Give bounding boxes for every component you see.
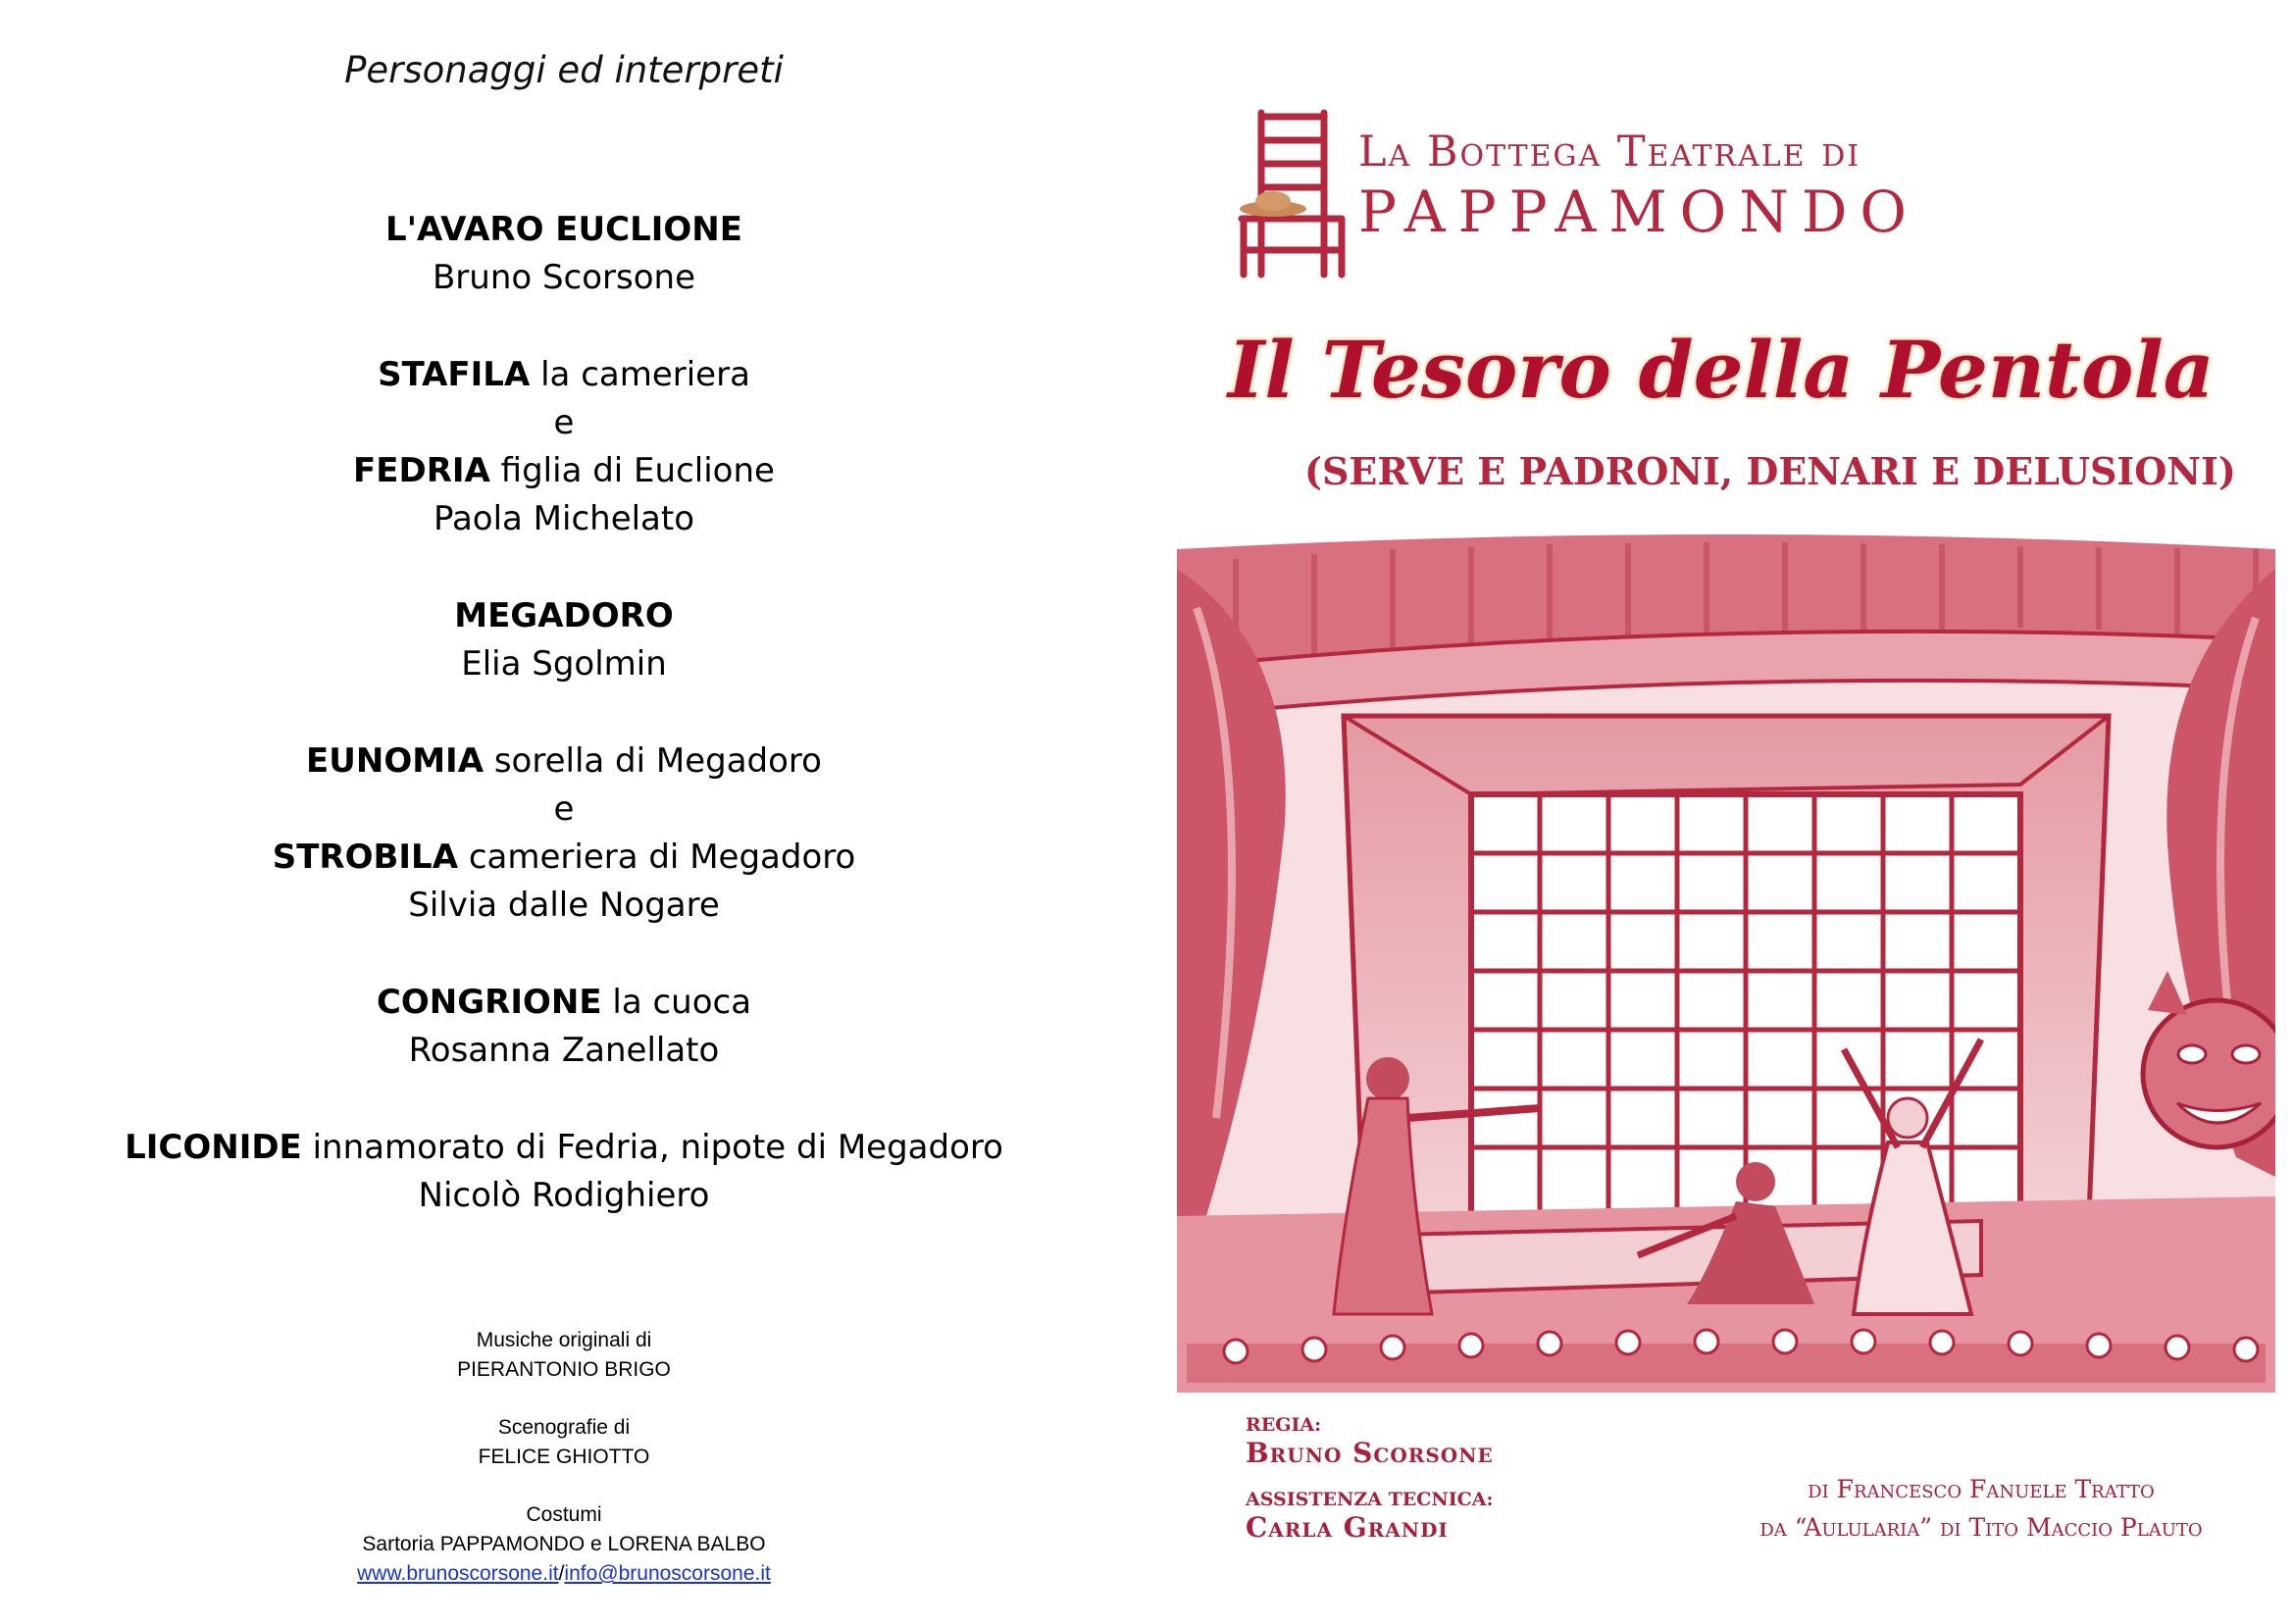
cast-entry-euclione bbox=[0, 206, 1128, 302]
actor-name: Bruno Scorsone bbox=[432, 258, 696, 297]
author-line-1: di Francesco Fanuele Tratto bbox=[1808, 1475, 2155, 1503]
chair-logo-icon bbox=[1234, 103, 1351, 279]
role-desc: la cuoca bbox=[601, 983, 752, 1022]
role-desc: sorella di Megadoro bbox=[484, 741, 822, 781]
costumes-label: Costumi bbox=[526, 1503, 602, 1526]
stage-illustration bbox=[1177, 530, 2275, 1412]
cast-entry-stafila-fedria bbox=[0, 351, 1128, 543]
actor-name: Silvia dalle Nogare bbox=[408, 886, 720, 925]
sets-name: FELICE GHIOTTO bbox=[478, 1446, 650, 1468]
actor-name: Elia Sgolmin bbox=[461, 644, 667, 684]
cast-heading: Personaggi ed interpreti bbox=[344, 49, 784, 91]
play-subtitle: (SERVE E PADRONI, DENARI E DELUSIONI) bbox=[1304, 449, 2236, 493]
role-name: STAFILA bbox=[378, 355, 531, 394]
role-desc: figlia di Euclione bbox=[489, 451, 775, 490]
logo-line-1: La Bottega Teatrale di bbox=[1358, 127, 1861, 177]
email-link[interactable]: info@brunoscorsone.it bbox=[564, 1562, 771, 1585]
cast-list bbox=[0, 206, 1128, 1269]
costumes-name: Sartoria PAPPAMONDO e LORENA BALBO bbox=[362, 1533, 766, 1555]
author-line-2: da “Aulularia” di Tito Maccio Plauto bbox=[1759, 1513, 2203, 1542]
role-name: STROBILA bbox=[272, 837, 459, 877]
role-desc: la cameriera bbox=[530, 355, 750, 394]
technical-assistant-name: Carla Grandi bbox=[1246, 1511, 1449, 1544]
role-conjunction: e bbox=[553, 403, 575, 442]
music-label: Musiche originali di bbox=[476, 1329, 652, 1351]
role-desc: cameriera di Megadoro bbox=[458, 837, 856, 877]
cast-entry-congrione bbox=[0, 979, 1128, 1075]
role-name: EUNOMIA bbox=[306, 741, 484, 781]
technical-assistance-label: ASSISTENZA TECNICA: bbox=[1246, 1489, 1494, 1510]
role-name: FEDRIA bbox=[353, 451, 490, 490]
role-name: MEGADORO bbox=[454, 596, 674, 635]
role-conjunction: e bbox=[553, 789, 575, 829]
play-title: Il Tesoro della Pentola bbox=[1228, 324, 2215, 416]
role-name: LICONIDE bbox=[125, 1128, 302, 1167]
actor-name: Rosanna Zanellato bbox=[408, 1031, 720, 1070]
production-credits bbox=[0, 1326, 1128, 1589]
role-name: CONGRIONE bbox=[376, 983, 602, 1022]
direction-label: REGIA: bbox=[1246, 1414, 1322, 1436]
cast-entry-megadoro bbox=[0, 592, 1128, 688]
contact-links bbox=[0, 1559, 1128, 1589]
music-name: PIERANTONIO BRIGO bbox=[457, 1358, 671, 1381]
sets-label: Scenografie di bbox=[497, 1416, 631, 1439]
website-link[interactable]: www.brunoscorsone.it bbox=[357, 1562, 559, 1585]
role-name: L'AVARO EUCLIONE bbox=[384, 210, 742, 249]
role-desc: innamorato di Fedria, nipote di Megadoro bbox=[301, 1128, 1003, 1167]
link-separator: / bbox=[558, 1562, 565, 1585]
cast-entry-liconide bbox=[0, 1124, 1128, 1220]
actor-name: Nicolò Rodighiero bbox=[418, 1176, 710, 1215]
actor-name: Paola Michelato bbox=[433, 499, 695, 538]
cast-entry-eunomia-strobila bbox=[0, 737, 1128, 930]
cast-page bbox=[0, 0, 1128, 1624]
logo-line-2: PAPPAMONDO bbox=[1358, 178, 1919, 245]
director-name: Bruno Scorsone bbox=[1246, 1437, 1494, 1469]
